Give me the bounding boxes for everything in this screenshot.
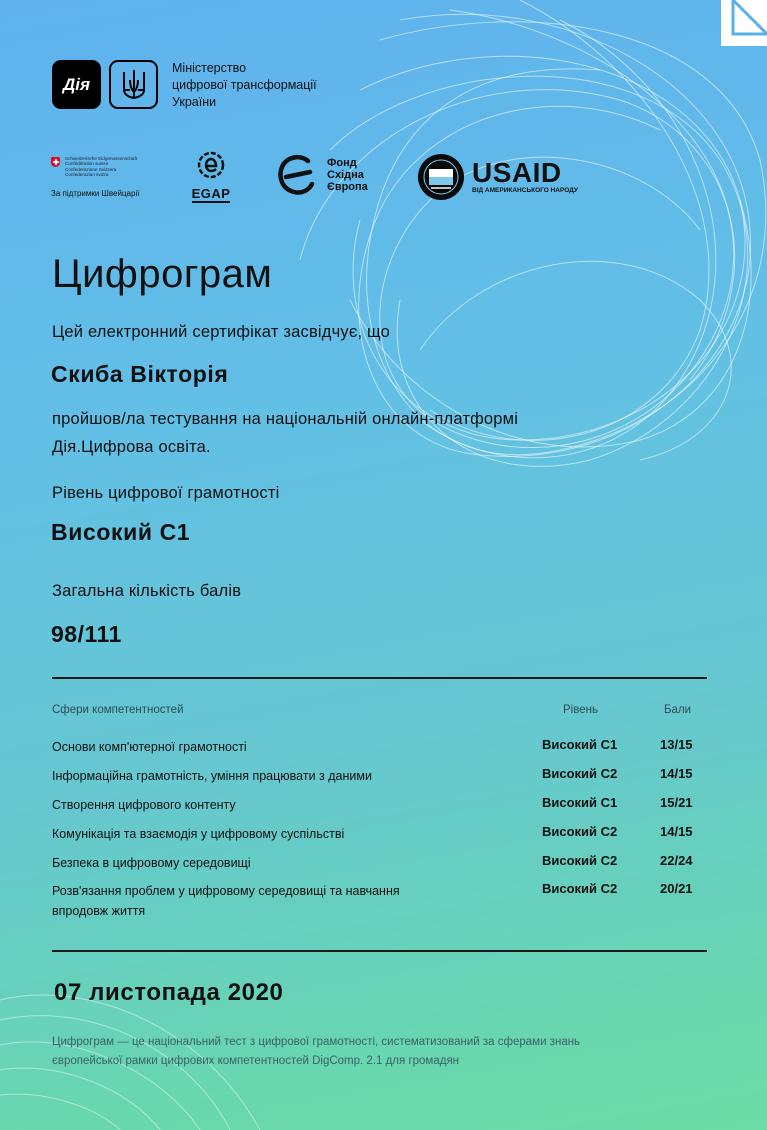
row-level: Високий С2 bbox=[542, 853, 618, 868]
egap-emblem-icon bbox=[196, 150, 226, 180]
swiss-line-2: Confédération suisse bbox=[65, 161, 109, 167]
swiss-flag-icon bbox=[51, 157, 60, 167]
footer-line-1: Цифрограм — це національний тест з цифрової грамотності, систематизований за сферами знань bbox=[52, 1036, 581, 1048]
row-level: Високий С1 bbox=[542, 737, 618, 752]
passed-line-2: Дія.Цифрова освіта. bbox=[52, 438, 211, 456]
ministry-name bbox=[172, 60, 317, 111]
row-points: 20/21 bbox=[660, 881, 693, 896]
ministry-line-3: України bbox=[172, 95, 217, 109]
table-row bbox=[52, 766, 707, 794]
fond-logo bbox=[276, 153, 368, 197]
row-level: Високий С2 bbox=[542, 766, 618, 781]
row-points: 14/15 bbox=[660, 766, 693, 781]
passed-statement bbox=[52, 405, 518, 461]
certificate-intro: Цей електронний сертифікат засвідчує, що bbox=[52, 323, 391, 341]
table-row bbox=[52, 795, 707, 823]
level-label: Рівень цифрової грамотності bbox=[52, 484, 280, 502]
swiss-line-4: Confederaziun svizra bbox=[65, 172, 109, 178]
dia-logo: Дія bbox=[52, 60, 101, 109]
row-level: Високий С2 bbox=[542, 881, 618, 896]
fond-line-1: Фонд bbox=[327, 157, 357, 169]
row-area: Основи комп'ютерної грамотності bbox=[52, 740, 247, 754]
usaid-name: USAID bbox=[472, 157, 562, 188]
fond-line-3: Європа bbox=[327, 181, 368, 193]
certificate-title: Цифрограм bbox=[52, 252, 273, 296]
ministry-line-2: цифрової трансформації bbox=[172, 78, 317, 92]
row-area: Інформаційна грамотність, уміння працювати з даними bbox=[52, 769, 372, 783]
recipient-name: Скиба Вікторія bbox=[51, 361, 229, 387]
row-points: 15/21 bbox=[660, 795, 693, 810]
egap-logo bbox=[186, 150, 236, 203]
issue-date: 07 листопада 2020 bbox=[54, 979, 284, 1006]
trident-icon bbox=[109, 60, 158, 109]
row-points: 14/15 bbox=[660, 824, 693, 839]
table-row bbox=[52, 881, 707, 925]
table-header-level: Рівень bbox=[563, 704, 598, 716]
swiss-line-3: Confederazione Svizzera bbox=[65, 166, 117, 172]
divider-top bbox=[52, 677, 707, 679]
score-value: 98/111 bbox=[51, 621, 122, 647]
row-level: Високий С2 bbox=[542, 824, 618, 839]
swiss-support-text: За підтримки Швейцарії bbox=[51, 188, 140, 198]
divider-bottom bbox=[52, 950, 707, 952]
footer-line-2: європейської рамки цифрових компетентностей DigComp. 2.1 для громадян bbox=[52, 1055, 460, 1067]
usaid-logo bbox=[416, 152, 578, 202]
fond-line-2: Східна bbox=[327, 169, 364, 181]
row-level: Високий С1 bbox=[542, 795, 618, 810]
row-area: Комунікація та взаємодія у цифровому суспільстві bbox=[52, 827, 345, 841]
table-row bbox=[52, 824, 707, 852]
passed-line-1: пройшов/ла тестування на національній онлайн-платформі bbox=[52, 410, 519, 428]
table-header-area: Сфери компетентностей bbox=[52, 704, 184, 716]
level-value: Високий С1 bbox=[51, 519, 191, 545]
egap-text: EGAP bbox=[191, 186, 231, 201]
footer-description bbox=[52, 1033, 712, 1071]
row-area: Розв'язання проблем у цифровому середовищі та навчання впродовж життя bbox=[52, 884, 400, 918]
score-label: Загальна кількість балів bbox=[52, 582, 242, 600]
fond-emblem-icon bbox=[276, 153, 318, 197]
row-points: 22/24 bbox=[660, 853, 693, 868]
row-points: 13/15 bbox=[660, 737, 693, 752]
row-area: Створення цифрового контенту bbox=[52, 798, 236, 812]
usaid-seal-icon bbox=[416, 152, 466, 202]
table-row bbox=[52, 737, 707, 765]
table-header-points: Бали bbox=[664, 704, 692, 716]
page-corner-fold-icon bbox=[721, 0, 767, 46]
swiss-line-1: Schweizerische Eidgenossenschaft bbox=[65, 156, 138, 161]
swiss-logo bbox=[51, 156, 171, 198]
usaid-subtitle: ВІД АМЕРИКАНСЬКОГО НАРОДУ bbox=[472, 187, 578, 194]
row-area: Безпека в цифровому середовищі bbox=[52, 856, 251, 870]
table-row bbox=[52, 853, 707, 881]
ministry-line-1: Міністерство bbox=[172, 61, 247, 75]
